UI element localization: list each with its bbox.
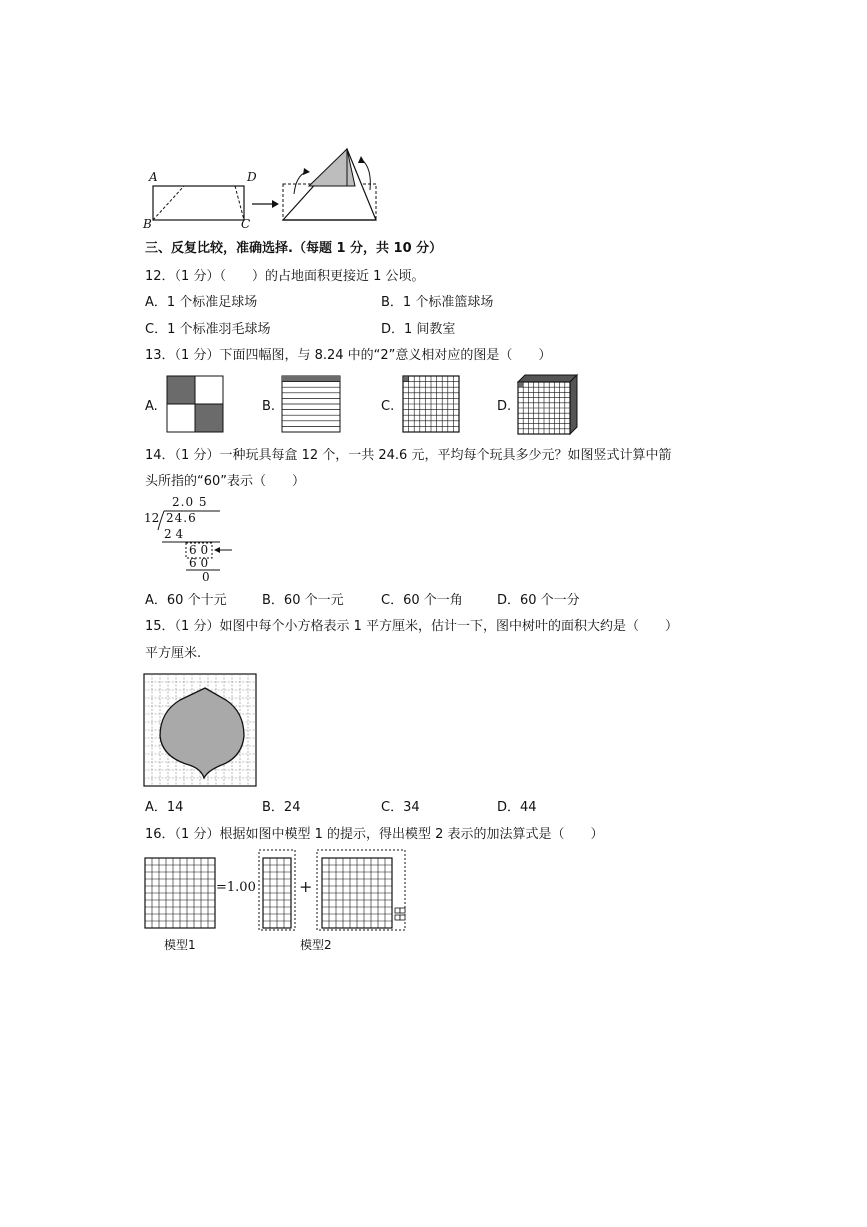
section-heading: 三、反复比较，准确选择.（每题 1 分，共 10 分） (145, 241, 443, 256)
q13-figure-b[interactable] (282, 376, 340, 432)
label-c: C (241, 217, 251, 231)
q12-stem: 12．（1 分）（ ）的占地面积更接近 1 公顷。 (145, 269, 425, 284)
q13-figure-a[interactable] (167, 376, 223, 432)
q12-option-c[interactable]: C．1 个标准羽毛球场 (145, 322, 271, 337)
small-square (395, 915, 400, 920)
q13-figure-d[interactable] (518, 375, 577, 434)
q14-option-a[interactable]: A．60 个十元 (145, 593, 227, 608)
q16-stem: 16．（1 分）根据如图中模型 1 的提示，得出模型 2 表示的加法算式是（ ） (145, 827, 604, 842)
label-d: D (247, 170, 257, 184)
q13-figures (0, 370, 867, 440)
highlight-box (186, 543, 212, 558)
q13-option-d-label[interactable]: D. (497, 399, 512, 414)
model2-grid-a (263, 858, 291, 928)
fold-diagram (0, 0, 867, 240)
cube-side (570, 375, 577, 434)
cube-cell-shaded (518, 382, 523, 387)
small-square (400, 915, 405, 920)
division-step1: 2 4 (164, 527, 184, 541)
label-b: B (143, 217, 152, 231)
model2-small-squares (395, 908, 405, 920)
cube-top (518, 375, 577, 382)
q13-option-b-label[interactable]: B. (262, 399, 276, 414)
q12-option-a[interactable]: A．1 个标准足球场 (145, 295, 258, 310)
q15-option-b[interactable]: B．24 (262, 800, 301, 815)
strip-shaded (282, 376, 340, 382)
model2-label: 模型2 (300, 938, 332, 952)
q15-stem-line1: 15．（1 分）如图中每个小方格表示 1 平方厘米，估计一下，图中树叶的面积大约是（ ） (145, 619, 678, 634)
model2-grid-b (322, 858, 392, 928)
small-square (395, 908, 400, 913)
division-quotient: 2.0 5 (172, 495, 208, 509)
leaf-grid-figure (0, 670, 867, 795)
q15-option-d[interactable]: D．44 (497, 800, 537, 815)
q16-models (0, 848, 867, 928)
q13-figure-c[interactable] (403, 376, 459, 432)
small-square (400, 908, 405, 913)
division-step2: 6 0 (189, 543, 209, 557)
q14-option-c[interactable]: C．60 个一角 (381, 593, 463, 608)
model1-label: 模型1 (164, 938, 196, 952)
q14-stem-line2: 头所指的“60”表示（ ） (145, 474, 306, 489)
label-a: A (149, 170, 158, 184)
q13-option-c-label[interactable]: C. (381, 399, 395, 414)
q14-stem-line1: 14．（1 分）一种玩具每盒 12 个，一共 24.6 元，平均每个玩具多少元？如图竖式计算中箭 (145, 448, 672, 463)
q13-option-a-label[interactable]: A. (145, 399, 158, 414)
q15-option-a[interactable]: A．14 (145, 800, 184, 815)
cell-shaded (403, 376, 409, 382)
plus-sign: + (299, 877, 313, 896)
model1-grid (145, 858, 215, 928)
q15-stem-line2: 平方厘米. (145, 646, 202, 661)
division-lines (0, 490, 867, 590)
division-remainder: 0 (202, 570, 210, 584)
q14-option-b[interactable]: B．60 个一元 (262, 593, 344, 608)
q13-stem: 13．（1 分）下面四幅图，与 8.24 中的“2”意义相对应的图是（ ） (145, 348, 552, 363)
q12-option-d[interactable]: D．1 间教室 (381, 322, 456, 337)
q12-option-b[interactable]: B．1 个标准篮球场 (381, 295, 494, 310)
division-step3: 6 0 (189, 556, 209, 570)
q15-option-c[interactable]: C．34 (381, 800, 420, 815)
q14-option-d[interactable]: D．60 个一分 (497, 593, 580, 608)
division-divisor: 12 (144, 511, 160, 525)
division-dividend: 24.6 (166, 511, 197, 525)
equals-value: =1.00 (216, 880, 256, 895)
